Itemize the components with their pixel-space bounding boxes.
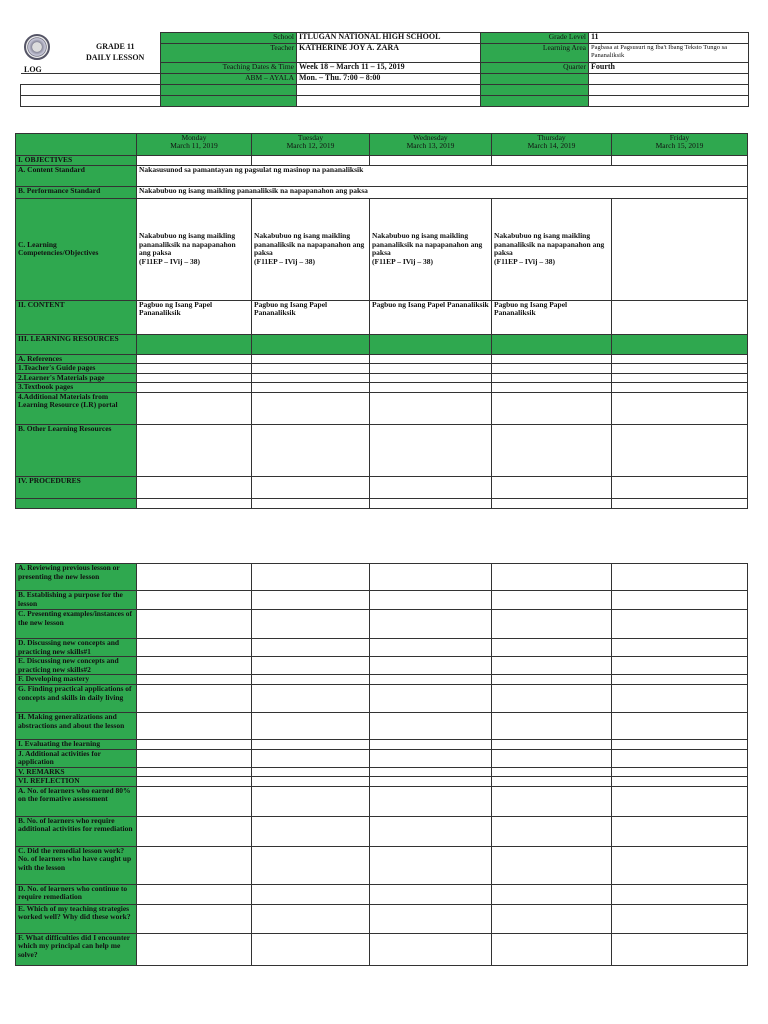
competency-monday: Nakabubuo ng isang maikling pananaliksik na napapanahon ang paksa (F11EP – IVij – 38) — [137, 198, 252, 300]
procedure-cell — [492, 846, 612, 884]
competencies-label: C. Learning Competencies/Objectives — [16, 198, 137, 300]
procedure-cell — [137, 767, 252, 777]
procedure-cell — [252, 657, 370, 675]
procedure-row — [16, 777, 748, 787]
procedure-cell — [252, 786, 370, 816]
procedure-label: I. Evaluating the learning — [16, 740, 137, 750]
objectives-heading: I. OBJECTIVES — [16, 156, 137, 166]
lm-pages-label: 2.Learner's Materials page — [16, 373, 137, 383]
procedure-cell — [252, 749, 370, 767]
procedure-cell — [612, 675, 748, 685]
procedure-row — [16, 786, 748, 816]
procedure-cell — [492, 749, 612, 767]
procedure-row — [16, 767, 748, 777]
day-header-friday: Friday March 15, 2019 — [612, 134, 748, 156]
procedure-cell — [137, 713, 252, 740]
procedure-cell — [137, 777, 252, 787]
procedure-cell — [612, 713, 748, 740]
procedure-cell — [612, 816, 748, 846]
procedure-row — [16, 904, 748, 933]
procedure-cell — [612, 657, 748, 675]
procedure-row — [16, 685, 748, 713]
dll-main-table — [15, 133, 748, 509]
content-thursday: Pagbuo ng Isang Papel Pananaliksik — [492, 300, 612, 334]
procedure-label: H. Making generalizations and abstractions and about the lesson — [16, 713, 137, 740]
procedure-cell — [492, 564, 612, 591]
procedure-cell — [137, 685, 252, 713]
procedure-cell — [137, 749, 252, 767]
school-value: ITLUGAN NATIONAL HIGH SCHOOL — [297, 33, 481, 44]
procedure-label: F. Developing mastery — [16, 675, 137, 685]
section-label: ABM – AYALA — [161, 74, 297, 85]
procedure-cell — [370, 904, 492, 933]
procedure-label: V. REMARKS — [16, 767, 137, 777]
procedure-cell — [492, 933, 612, 965]
procedure-cell — [492, 740, 612, 750]
procedure-row — [16, 749, 748, 767]
procedure-cell — [252, 767, 370, 777]
procedure-cell — [137, 933, 252, 965]
quarter-label: Quarter — [481, 63, 589, 74]
procedure-cell — [492, 675, 612, 685]
procedure-cell — [492, 610, 612, 639]
procedures-heading: IV. PROCEDURES — [16, 476, 137, 498]
procedure-label: D. Discussing new concepts and practicing new skills#1 — [16, 639, 137, 657]
procedure-cell — [612, 685, 748, 713]
procedure-cell — [137, 657, 252, 675]
procedure-cell — [370, 740, 492, 750]
competency-tuesday: Nakabubuo ng isang maikling pananaliksik na napapanahon ang paksa (F11EP – IVij – 38) — [252, 198, 370, 300]
procedure-cell — [370, 713, 492, 740]
content-monday: Pagbuo ng Isang Papel Pananaliksik — [137, 300, 252, 334]
references-label: A. References — [16, 354, 137, 364]
procedures-table — [15, 563, 748, 966]
procedure-cell — [252, 610, 370, 639]
procedure-row — [16, 846, 748, 884]
procedure-label: A. Reviewing previous lesson or presenting the new lesson — [16, 564, 137, 591]
procedure-row — [16, 675, 748, 685]
procedure-cell — [370, 675, 492, 685]
learning-area-label: Learning Area — [481, 44, 589, 63]
procedure-cell — [370, 591, 492, 610]
learning-area-value: Pagbasa at Pagsusuri ng Iba't Ibang Teksto Tungo sa Pananaliksik — [589, 44, 749, 63]
procedure-cell — [370, 846, 492, 884]
section-value: Mon. – Thu. 7:00 – 8:00 — [297, 74, 481, 85]
learning-resources-heading: III. LEARNING RESOURCES — [16, 334, 137, 354]
procedure-cell — [137, 564, 252, 591]
procedure-cell — [492, 639, 612, 657]
procedure-cell — [252, 740, 370, 750]
procedure-cell — [252, 564, 370, 591]
procedure-cell — [370, 685, 492, 713]
performance-standard-label: B. Performance Standard — [16, 186, 137, 198]
procedure-cell — [492, 904, 612, 933]
procedure-label: C. Did the remedial lesson work? No. of learners who have caught up with the lesson — [16, 846, 137, 884]
procedure-cell — [137, 639, 252, 657]
procedure-cell — [612, 564, 748, 591]
procedure-label: E. Discussing new concepts and practicing new skills#2 — [16, 657, 137, 675]
performance-standard-value: Nakabubuo ng isang maikling pananaliksik na napapanahon ang paksa — [137, 186, 748, 198]
grade-level-label: Grade Level — [481, 33, 589, 44]
procedure-row — [16, 713, 748, 740]
procedure-cell — [137, 610, 252, 639]
procedure-cell — [252, 591, 370, 610]
procedure-label: D. No. of learners who continue to require remediation — [16, 884, 137, 904]
procedure-cell — [492, 713, 612, 740]
procedure-label: VI. REFLECTION — [16, 777, 137, 787]
procedure-cell — [137, 786, 252, 816]
log-label: LOG — [24, 65, 42, 74]
competency-thursday: Nakabubuo ng isang maikling pananaliksik na napapanahon ang paksa (F11EP – IVij – 38) — [492, 198, 612, 300]
procedure-cell — [370, 767, 492, 777]
procedure-cell — [252, 685, 370, 713]
procedure-cell — [492, 777, 612, 787]
other-resources-label: B. Other Learning Resources — [16, 424, 137, 476]
procedure-cell — [612, 786, 748, 816]
procedure-label: A. No. of learners who earned 80% on the formative assessment — [16, 786, 137, 816]
procedure-cell — [612, 749, 748, 767]
teacher-value: KATHERINE JOY A. ZARA — [297, 44, 481, 63]
procedure-label: F. What difficulties did I encounter which my principal can help me solve? — [16, 933, 137, 965]
procedure-label: B. No. of learners who require additional activities for remediation — [16, 816, 137, 846]
competency-wednesday: Nakabubuo ng isang maikling pananaliksik na napapanahon ang paksa (F11EP – IVij – 38) — [370, 198, 492, 300]
procedure-cell — [370, 564, 492, 591]
procedure-cell — [370, 610, 492, 639]
procedure-label: E. Which of my teaching strategies worked well? Why did these work? — [16, 904, 137, 933]
procedure-label: G. Finding practical applications of concepts and skills in daily living — [16, 685, 137, 713]
procedure-cell — [370, 749, 492, 767]
content-tuesday: Pagbuo ng Isang Papel Pananaliksik — [252, 300, 370, 334]
header-table — [20, 32, 749, 107]
procedure-cell — [612, 846, 748, 884]
dates-value: Week 18 – March 11 – 15, 2019 — [297, 63, 481, 74]
procedure-cell — [612, 933, 748, 965]
procedure-cell — [612, 591, 748, 610]
procedure-cell — [252, 904, 370, 933]
content-standard-value: Nakasusunod sa pamantayan ng pagsulat ng masinop na pananaliksik — [137, 165, 748, 186]
procedure-cell — [137, 675, 252, 685]
procedure-cell — [612, 767, 748, 777]
procedure-row — [16, 657, 748, 675]
procedure-cell — [492, 884, 612, 904]
procedure-cell — [137, 740, 252, 750]
procedure-row — [16, 740, 748, 750]
procedure-cell — [612, 884, 748, 904]
procedure-row — [16, 591, 748, 610]
procedure-cell — [492, 786, 612, 816]
procedure-cell — [137, 591, 252, 610]
day-header-thursday: Thursday March 14, 2019 — [492, 134, 612, 156]
procedure-cell — [612, 639, 748, 657]
tg-pages-label: 1.Teacher's Guide pages — [16, 364, 137, 374]
procedure-cell — [137, 904, 252, 933]
procedure-cell — [370, 786, 492, 816]
procedure-cell — [252, 639, 370, 657]
procedure-cell — [492, 657, 612, 675]
grade-level-value: 11 — [589, 33, 749, 44]
procedure-cell — [370, 777, 492, 787]
grade-label: GRADE 11 — [96, 42, 135, 51]
quarter-value: Fourth — [589, 63, 749, 74]
procedure-row — [16, 639, 748, 657]
procedure-cell — [612, 777, 748, 787]
procedure-cell — [612, 610, 748, 639]
daily-lesson-label: DAILY LESSON — [86, 53, 145, 62]
procedure-cell — [370, 657, 492, 675]
procedure-row — [16, 933, 748, 965]
content-standard-label: A. Content Standard — [16, 165, 137, 186]
procedure-cell — [137, 846, 252, 884]
content-wednesday: Pagbuo ng Isang Papel Pananaliksik — [370, 300, 492, 334]
procedure-cell — [492, 685, 612, 713]
teacher-label: Teacher — [161, 44, 297, 63]
procedure-cell — [492, 816, 612, 846]
textbook-pages-label: 3.Textbook pages — [16, 383, 137, 393]
procedure-cell — [492, 767, 612, 777]
procedure-cell — [252, 777, 370, 787]
day-header-monday: Monday March 11, 2019 — [137, 134, 252, 156]
procedure-cell — [252, 713, 370, 740]
content-heading: II. CONTENT — [16, 300, 137, 334]
procedure-cell — [612, 904, 748, 933]
procedure-row — [16, 610, 748, 639]
school-label: School — [161, 33, 297, 44]
procedure-label: B. Establishing a purpose for the lesson — [16, 591, 137, 610]
procedure-cell — [370, 639, 492, 657]
procedure-row — [16, 816, 748, 846]
procedure-cell — [492, 591, 612, 610]
procedure-cell — [370, 933, 492, 965]
procedure-label: J. Additional activities for application — [16, 749, 137, 767]
procedure-cell — [252, 884, 370, 904]
procedure-cell — [252, 816, 370, 846]
procedure-cell — [252, 846, 370, 884]
day-header-wednesday: Wednesday March 13, 2019 — [370, 134, 492, 156]
procedure-cell — [370, 816, 492, 846]
procedure-cell — [612, 740, 748, 750]
procedure-cell — [137, 884, 252, 904]
procedure-row — [16, 884, 748, 904]
procedure-label: C. Presenting examples/instances of the new lesson — [16, 610, 137, 639]
procedure-cell — [252, 675, 370, 685]
day-header-tuesday: Tuesday March 12, 2019 — [252, 134, 370, 156]
procedure-cell — [137, 816, 252, 846]
additional-materials-label: 4.Additional Materials from Learning Resource (LR) portal — [16, 392, 137, 424]
procedure-cell — [252, 933, 370, 965]
dates-label: Teaching Dates & Time — [161, 63, 297, 74]
procedure-row — [16, 564, 748, 591]
procedure-cell — [370, 884, 492, 904]
